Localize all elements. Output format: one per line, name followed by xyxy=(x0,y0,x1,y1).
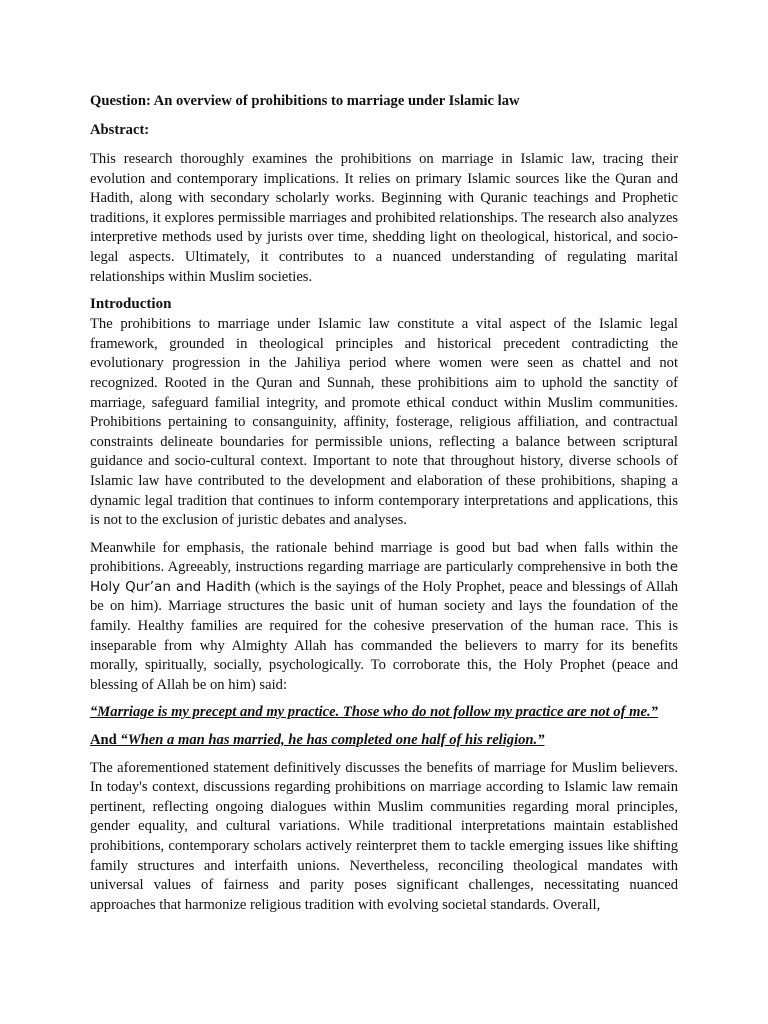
abstract-heading: Abstract: xyxy=(90,122,150,138)
document-title: Question: An overview of prohibitions to marriage under Islamic law xyxy=(90,93,520,109)
quran-hadith-phrase: the Holy Qur’an and Hadith xyxy=(90,559,678,595)
hadith-quote-2-line xyxy=(90,731,678,751)
introduction-heading: Introduction xyxy=(90,296,172,313)
introduction-paragraph: The prohibitions to marriage under Islamic law constitute a vital aspect of the Islamic legal framework, grounded in theological principles and historical precedent contradicting the evolutionary progression in the Jahiliya period where women were seen as chattel and not recognized. Rooted in the Quran and Sunnah, these prohibitions aim to uphold the sanctity of marriage, safeguard familial integrity, and promote ethical conduct within Muslim communities. Prohibitions pertaining to consanguinity, affinity, fosterage, religious affiliation, and contractual constraints delineate boundaries for permissible unions, reflecting a balance between scriptural guidance and socio-cultural context. Important to note that throughout history, diverse schools of Islamic law have contributed to the development and elaboration of these prohibitions, shaping a dynamic legal tradition that continues to inform contemporary interpretations and applications, this is not to the exclusion of juristic debates and analyses. xyxy=(90,316,678,529)
abstract-paragraph: This research thoroughly examines the prohibitions on marriage in Islamic law, tracing their evolution and contemporary implications. It relies on primary Islamic sources like the Quran and Hadith, along with secondary scholarly works. Beginning with Quranic teachings and Prophetic traditions, it explores permissible marriages and prohibited relationships. The research also analyzes interpretive methods used by jurists over time, shedding light on theological, historical, and socio-legal aspects. Ultimately, it contributes to a nuanced understanding of regulating marital relationships within Muslim societies. xyxy=(90,151,678,285)
quote-and-word: And xyxy=(90,732,121,749)
rationale-text-c: (which is the sayings of the Holy Prophet, peace and blessings of Allah be on him). Marriage structures the basic unit of human society and lays the foundation of the family. Healthy families are required for the cohesive preservation of the human race. This is inseparable from why Almighty Allah has commanded the believers to marry for its benefits morally, spiritually, socially, psychologically. To corroborate this, the Holy Prophet (peace and blessing of Allah be on him) said: xyxy=(90,578,678,693)
hadith-quote-2: “When a man has married, he has completed one half of his religion.” xyxy=(120,732,545,749)
rationale-text-a: Meanwhile for emphasis, the rationale behind marriage is good but bad when falls within the prohibitions. Agreeably, instructions regarding marriage are particularly comprehensive in both xyxy=(90,539,678,576)
contemporary-paragraph: The aforementioned statement definitively discusses the benefits of marriage for Muslim believers. In today's context, discussions regarding prohibitions on marriage according to Islamic law remain pertinent, reflecting ongoing dialogues within Muslim communities regarding moral principles, gender equality, and cultural variations. While traditional interpretations maintain established prohibitions, contemporary scholars actively reinterpret them to tackle emerging issues like shifting family structures and interfaith unions. Nevertheless, reconciling theological mandates with universal values of fairness and parity poses significant challenges, necessitating nuanced approaches that harmonize religious tradition with evolving societal standards. Overall, xyxy=(90,759,678,913)
hadith-quote-1: “Marriage is my precept and my practice. Those who do not follow my practice are not of me.” xyxy=(90,704,658,721)
rationale-paragraph xyxy=(90,539,678,696)
